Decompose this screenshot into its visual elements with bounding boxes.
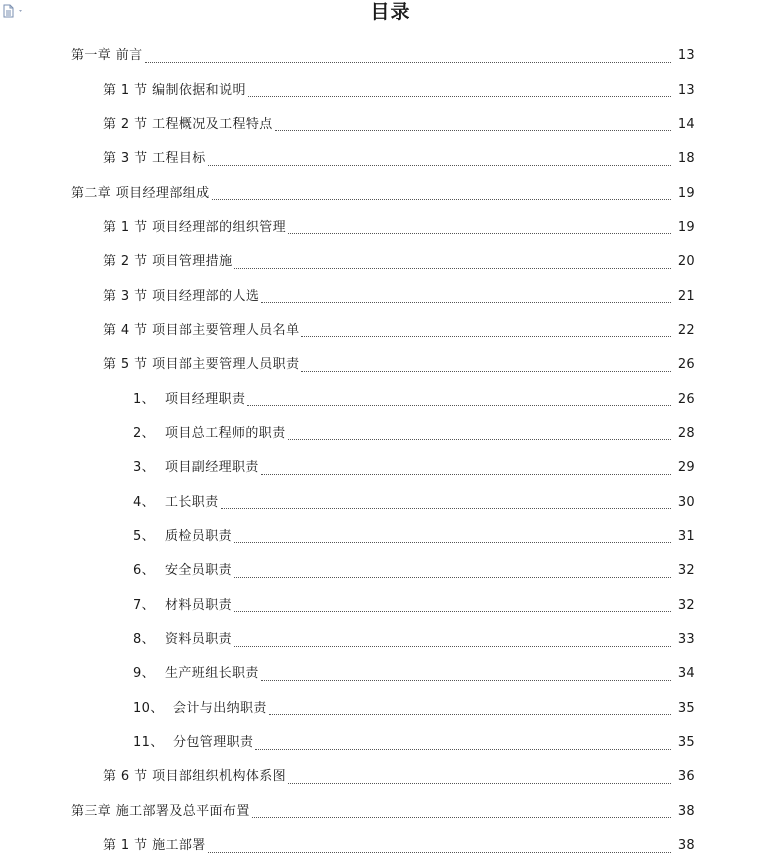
dot-leader bbox=[247, 405, 671, 406]
dot-leader bbox=[288, 439, 671, 440]
toc-entry-label: 第 1 节 编制依据和说明 bbox=[103, 82, 246, 98]
toc-entry-label: 第 1 节 施工部署 bbox=[103, 838, 206, 854]
toc-entry[interactable] bbox=[0, 589, 781, 623]
toc-entry[interactable] bbox=[0, 829, 781, 863]
toc-entry-text bbox=[103, 81, 246, 101]
toc-entry-label: 第 3 节 项目经理部的人选 bbox=[103, 288, 260, 304]
toc-entry-page-number: 14 bbox=[677, 116, 695, 132]
toc-entry-page-number: 34 bbox=[677, 666, 695, 682]
toc-entry[interactable] bbox=[0, 623, 781, 657]
toc-entry-page-number: 26 bbox=[677, 357, 695, 373]
toc-entry-text bbox=[71, 184, 210, 204]
dot-leader bbox=[252, 817, 671, 818]
toc-entry-page-number: 32 bbox=[677, 563, 695, 579]
toc-entry-label: 第二章 项目经理部组成 bbox=[71, 185, 210, 201]
toc-entry-text bbox=[133, 664, 259, 684]
toc-entry-page-number: 29 bbox=[677, 460, 695, 476]
toc-entry-text bbox=[103, 767, 286, 787]
toc-entry-label: 生产班组长职责 bbox=[165, 666, 259, 682]
toc-entry-page-number: 19 bbox=[677, 219, 695, 235]
dot-leader bbox=[261, 302, 671, 303]
toc-entry-label: 会计与出纳职责 bbox=[173, 700, 267, 716]
toc-entry[interactable] bbox=[0, 39, 781, 73]
toc-entry-number: 9、 bbox=[133, 666, 156, 682]
dot-leader bbox=[221, 508, 671, 509]
toc-entry-page-number: 26 bbox=[677, 391, 695, 407]
toc-entry-page-number: 31 bbox=[677, 528, 695, 544]
toc-entry[interactable] bbox=[0, 417, 781, 451]
toc-entry-page-number: 30 bbox=[677, 494, 695, 510]
toc-entry-text bbox=[133, 527, 232, 547]
toc-entry-text bbox=[103, 321, 299, 341]
toc-entry[interactable] bbox=[0, 348, 781, 382]
toc-entry-text bbox=[133, 424, 286, 444]
toc-entry-text bbox=[133, 458, 259, 478]
toc-entry-page-number: 38 bbox=[677, 838, 695, 854]
table-of-contents bbox=[0, 39, 781, 863]
toc-entry[interactable] bbox=[0, 142, 781, 176]
toc-entry[interactable] bbox=[0, 382, 781, 416]
toc-entry[interactable] bbox=[0, 176, 781, 210]
toc-entry-label: 项目副经理职责 bbox=[165, 460, 259, 476]
toc-entry-text bbox=[103, 252, 232, 272]
toc-entry-page-number: 22 bbox=[677, 322, 695, 338]
dot-leader bbox=[288, 783, 671, 784]
toc-entry-number: 1、 bbox=[133, 391, 156, 407]
toc-entry-text bbox=[103, 218, 286, 238]
toc-entry-number: 10、 bbox=[133, 700, 164, 716]
toc-entry-label: 项目经理职责 bbox=[165, 391, 246, 407]
toc-entry-text bbox=[133, 733, 253, 753]
toc-entry-page-number: 13 bbox=[677, 48, 695, 64]
toc-entry-number: 2、 bbox=[133, 425, 156, 441]
toc-entry-text bbox=[133, 630, 232, 650]
toc-entry[interactable] bbox=[0, 692, 781, 726]
dot-leader bbox=[261, 474, 671, 475]
toc-entry[interactable] bbox=[0, 245, 781, 279]
toc-entry-text bbox=[103, 115, 273, 135]
toc-entry-text bbox=[71, 46, 143, 66]
toc-entry-page-number: 28 bbox=[677, 425, 695, 441]
toc-entry-text bbox=[133, 561, 232, 581]
toc-entry-page-number: 21 bbox=[677, 288, 695, 304]
toc-entry-page-number: 33 bbox=[677, 632, 695, 648]
toc-entry-label: 资料员职责 bbox=[165, 632, 233, 648]
dot-leader bbox=[269, 714, 671, 715]
toc-entry-label: 第 4 节 项目部主要管理人员名单 bbox=[103, 322, 300, 338]
toc-entry-page-number: 35 bbox=[677, 700, 695, 716]
dot-leader bbox=[248, 96, 671, 97]
toc-entry-label: 材料员职责 bbox=[165, 597, 233, 613]
toc-entry-text bbox=[133, 390, 245, 410]
toc-entry-label: 第三章 施工部署及总平面布置 bbox=[71, 803, 250, 819]
dot-leader bbox=[288, 233, 671, 234]
dot-leader bbox=[275, 130, 671, 131]
toc-entry-text bbox=[133, 596, 232, 616]
toc-entry-text bbox=[133, 493, 219, 513]
page-title: 目录 bbox=[370, 1, 411, 23]
toc-entry-number: 8、 bbox=[133, 632, 156, 648]
toc-entry-label: 第一章 前言 bbox=[71, 48, 143, 64]
toc-entry[interactable] bbox=[0, 795, 781, 829]
dot-leader bbox=[234, 611, 671, 612]
toc-entry-label: 第 6 节 项目部组织机构体系图 bbox=[103, 769, 287, 785]
toc-entry-text bbox=[103, 287, 259, 307]
toc-entry-page-number: 18 bbox=[677, 151, 695, 167]
toc-entry-label: 第 2 节 工程概况及工程特点 bbox=[103, 116, 273, 132]
dot-leader bbox=[301, 336, 671, 337]
toc-entry-number: 3、 bbox=[133, 460, 156, 476]
toc-entry-text bbox=[103, 836, 206, 856]
toc-entry-number: 7、 bbox=[133, 597, 156, 613]
dot-leader bbox=[301, 371, 671, 372]
toc-entry-page-number: 35 bbox=[677, 735, 695, 751]
toc-entry[interactable] bbox=[0, 108, 781, 142]
toc-entry-number: 6、 bbox=[133, 563, 156, 579]
toc-entry[interactable] bbox=[0, 73, 781, 107]
toc-entry-page-number: 36 bbox=[677, 769, 695, 785]
toc-entry-label: 第 2 节 项目管理措施 bbox=[103, 254, 233, 270]
toc-entry-label: 分包管理职责 bbox=[173, 735, 254, 751]
toc-entry-label: 安全员职责 bbox=[165, 563, 233, 579]
toc-entry[interactable] bbox=[0, 211, 781, 245]
dot-leader bbox=[145, 62, 671, 63]
dot-leader bbox=[234, 646, 671, 647]
toc-entry-label: 工长职责 bbox=[165, 494, 219, 510]
toc-entry-page-number: 13 bbox=[677, 82, 695, 98]
dot-leader bbox=[208, 852, 671, 853]
toc-entry-text bbox=[103, 149, 206, 169]
toc-entry[interactable] bbox=[0, 485, 781, 519]
toc-entry[interactable] bbox=[0, 657, 781, 691]
toc-entry-text bbox=[71, 802, 250, 822]
toc-entry-label: 第 1 节 项目经理部的组织管理 bbox=[103, 219, 287, 235]
dot-leader bbox=[234, 542, 671, 543]
toc-entry-page-number: 38 bbox=[677, 803, 695, 819]
dot-leader bbox=[255, 749, 671, 750]
toc-entry-label: 质检员职责 bbox=[165, 528, 233, 544]
toc-entry-label: 第 3 节 工程目标 bbox=[103, 151, 206, 167]
toc-entry[interactable] bbox=[0, 554, 781, 588]
dot-leader bbox=[234, 577, 671, 578]
toc-entry-label: 第 5 节 项目部主要管理人员职责 bbox=[103, 357, 300, 373]
toc-entry-page-number: 20 bbox=[677, 254, 695, 270]
dot-leader bbox=[208, 165, 671, 166]
toc-entry[interactable] bbox=[0, 451, 781, 485]
toc-entry-number: 5、 bbox=[133, 528, 156, 544]
toc-entry-text bbox=[103, 355, 299, 375]
toc-entry-number: 11、 bbox=[133, 735, 164, 751]
toc-entry-label: 项目总工程师的职责 bbox=[165, 425, 286, 441]
dot-leader bbox=[261, 680, 671, 681]
toc-entry-page-number: 32 bbox=[677, 597, 695, 613]
toc-entry[interactable] bbox=[0, 279, 781, 313]
toc-entry[interactable] bbox=[0, 760, 781, 794]
toc-entry-text bbox=[133, 699, 267, 719]
toc-entry[interactable] bbox=[0, 520, 781, 554]
dot-leader bbox=[234, 268, 671, 269]
toc-entry-number: 4、 bbox=[133, 494, 156, 510]
toc-entry[interactable] bbox=[0, 314, 781, 348]
toc-entry[interactable] bbox=[0, 726, 781, 760]
dot-leader bbox=[212, 199, 671, 200]
toc-entry-page-number: 19 bbox=[677, 185, 695, 201]
